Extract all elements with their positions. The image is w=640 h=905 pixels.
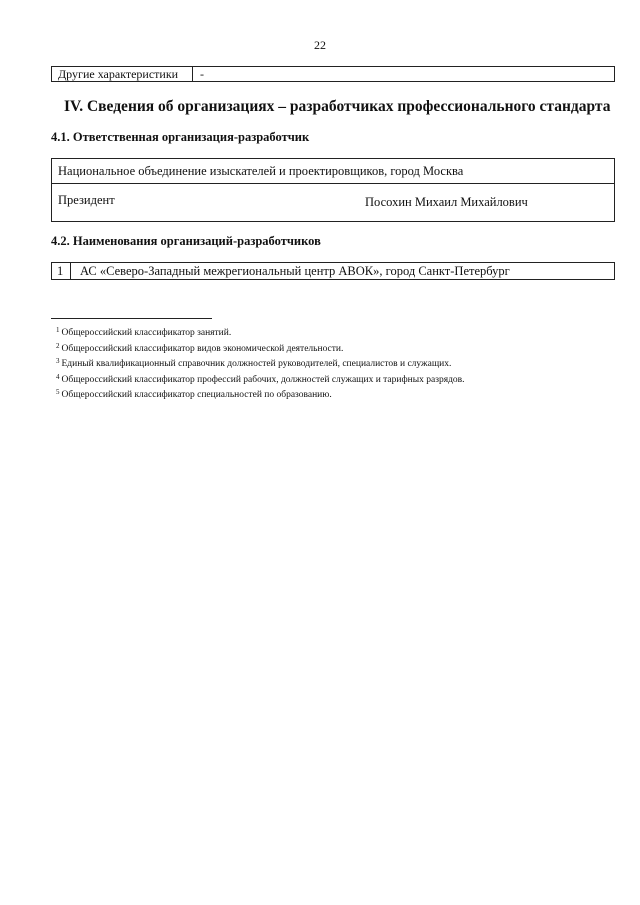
footnote-separator bbox=[51, 318, 212, 319]
section-title: IV. Сведения об организациях – разработчиках профессионального стандарта bbox=[64, 98, 611, 115]
developer-row bbox=[51, 262, 615, 280]
other-characteristics-label: Другие характеристики bbox=[52, 67, 193, 81]
footnote-text: Общероссийский классификатор занятий. bbox=[61, 328, 232, 338]
footnote-text: Общероссийский классификатор профессий рабочих, должностей служащих и тарифных разрядов. bbox=[61, 374, 465, 385]
footnotes bbox=[56, 324, 465, 402]
footnote-text: Единый квалификационный справочник должностей руководителей, специалистов и служащих. bbox=[61, 359, 452, 370]
footnote-mark: 5 bbox=[56, 388, 60, 397]
footnote-text: Общероссийский классификатор специальностей по образованию. bbox=[61, 390, 332, 401]
developers-heading: 4.2. Наименования организаций-разработчиков bbox=[51, 234, 321, 248]
footnote-mark: 1 bbox=[56, 326, 60, 334]
footnote-item bbox=[56, 324, 465, 340]
responsible-org-table bbox=[51, 158, 615, 222]
footnote-item bbox=[56, 386, 465, 402]
footnote-item bbox=[56, 371, 465, 387]
table-divider bbox=[52, 183, 614, 184]
responsible-org-name: Национальное объединение изыскателей и проектировщиков, город Москва bbox=[58, 164, 464, 178]
developer-name: АС «Северо-Западный межрегиональный центр АВОК», город Санкт-Петербург bbox=[80, 264, 510, 278]
developer-number: 1 bbox=[52, 263, 71, 279]
footnote-text: Общероссийский классификатор видов экономической деятельности. bbox=[61, 343, 344, 354]
footnote-mark: 4 bbox=[56, 372, 60, 381]
other-characteristics-value: - bbox=[200, 67, 204, 81]
head-name: Посохин Михаил Михайлович bbox=[365, 195, 528, 209]
footnote-item bbox=[56, 355, 465, 371]
head-position: Президент bbox=[58, 193, 115, 207]
footnote-mark: 3 bbox=[56, 357, 60, 366]
footnote-item bbox=[56, 340, 465, 356]
page-number: 22 bbox=[314, 38, 326, 52]
responsible-org-heading: 4.1. Ответственная организация-разработчик bbox=[51, 130, 310, 144]
other-characteristics-row bbox=[51, 66, 615, 82]
footnote-mark: 2 bbox=[56, 341, 60, 350]
